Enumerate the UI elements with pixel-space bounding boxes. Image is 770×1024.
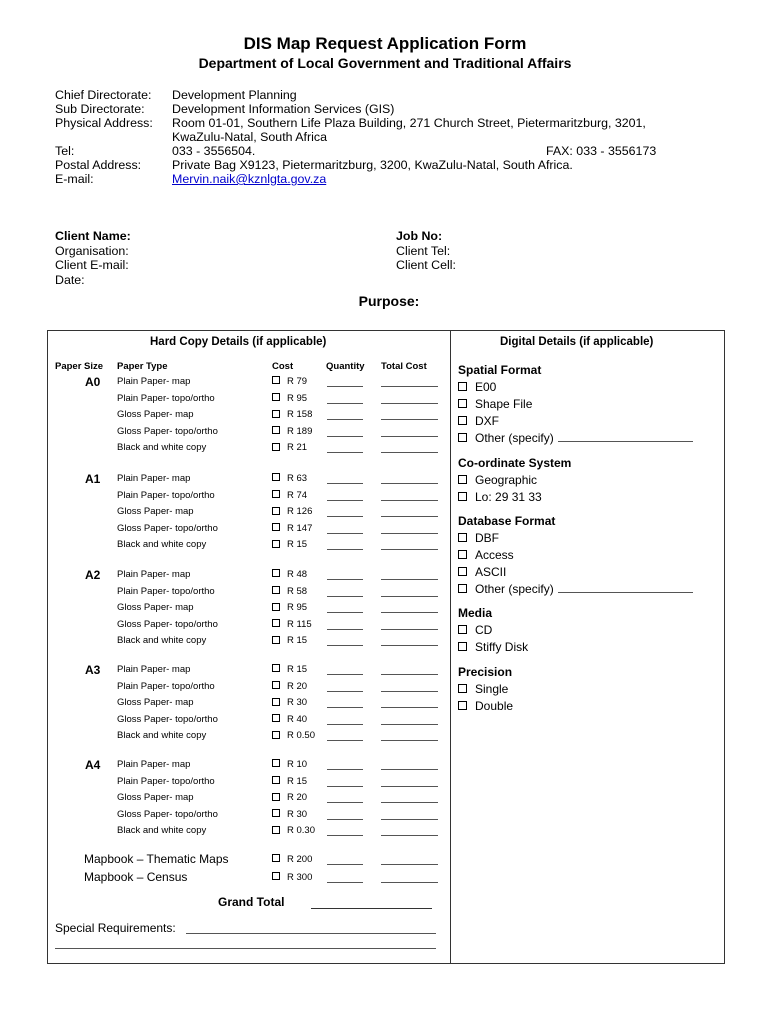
total-cost-field[interactable] <box>381 491 438 501</box>
checkbox[interactable] <box>458 382 467 391</box>
digital-option[interactable] <box>458 682 508 696</box>
cost-value: R 200 <box>287 854 313 865</box>
cost-value: R 58 <box>287 585 308 597</box>
digital-section-title: Database Format <box>458 514 556 528</box>
cost-option[interactable] <box>272 809 307 820</box>
quantity-field[interactable] <box>327 731 363 741</box>
sub-directorate-value: Development Information Services (GIS) <box>172 102 395 116</box>
total-cost-field[interactable] <box>381 873 438 883</box>
total-cost-field[interactable] <box>381 524 438 534</box>
cost-option[interactable] <box>272 664 307 675</box>
option-label: DBF <box>475 531 499 545</box>
checkbox[interactable] <box>458 475 467 484</box>
cost-value: R 10 <box>287 759 308 770</box>
col-cost: Cost <box>272 361 294 372</box>
cost-value: R 63 <box>287 473 308 484</box>
sub-directorate-label: Sub Directorate: <box>55 102 145 116</box>
paper-type: Gloss Paper- topo/ortho <box>117 522 218 534</box>
quantity-field[interactable] <box>327 603 363 613</box>
checkbox[interactable] <box>458 625 467 634</box>
form-subtitle: Department of Local Government and Traditional Affairs <box>198 55 572 71</box>
cost-value: R 126 <box>287 506 313 518</box>
client-email-label: Client E-mail: <box>55 258 129 272</box>
cost-option[interactable] <box>272 426 312 437</box>
checkbox[interactable] <box>272 586 280 594</box>
cost-value: R 15 <box>287 664 308 675</box>
checkbox[interactable] <box>272 393 280 401</box>
quantity-field[interactable] <box>327 665 363 675</box>
cost-value: R 15 <box>287 635 308 647</box>
quantity-field[interactable] <box>327 777 363 787</box>
tel-value: 033 - 3556504. <box>172 144 256 158</box>
email-label: E-mail: <box>55 172 94 186</box>
checkbox[interactable] <box>458 533 467 542</box>
cost-value: R 95 <box>287 602 308 614</box>
grand-total-label: Grand Total <box>218 895 285 909</box>
option-label: DXF <box>475 414 499 428</box>
physical-address-label: Physical Address: <box>55 116 153 130</box>
checkbox[interactable] <box>272 826 280 834</box>
paper-type: Gloss Paper- topo/ortho <box>117 713 218 725</box>
cost-option[interactable] <box>272 442 307 453</box>
cost-value: R 95 <box>287 392 308 404</box>
option-label: Shape File <box>475 397 533 411</box>
chief-directorate-value: Development Planning <box>172 88 297 102</box>
total-cost-field[interactable] <box>381 731 438 741</box>
paper-size-a3: A3 <box>85 663 101 677</box>
digital-section-title: Media <box>458 606 493 620</box>
checkbox[interactable] <box>458 567 467 576</box>
checkbox[interactable] <box>272 507 280 515</box>
cost-option[interactable] <box>272 776 307 787</box>
paper-size-a2: A2 <box>85 568 101 582</box>
quantity-field[interactable] <box>327 570 363 580</box>
paper-type: Gloss Paper- topo/ortho <box>117 808 218 820</box>
digital-option[interactable] <box>458 640 528 654</box>
paper-size-a4: A4 <box>85 758 101 772</box>
checkbox[interactable] <box>272 793 280 801</box>
cost-value: R 300 <box>287 872 313 883</box>
checkbox[interactable] <box>458 416 467 425</box>
quantity-field[interactable] <box>327 443 363 453</box>
option-label: Other (specify) <box>475 582 554 596</box>
checkbox[interactable] <box>272 759 280 767</box>
digital-option[interactable] <box>458 431 693 445</box>
option-label: Double <box>475 699 514 713</box>
paper-type: Plain Paper- topo/ortho <box>117 392 215 404</box>
paper-size-a1: A1 <box>85 472 101 486</box>
cost-value: R 147 <box>287 522 313 534</box>
checkbox[interactable] <box>272 636 280 644</box>
checkbox[interactable] <box>272 698 280 706</box>
quantity-field[interactable] <box>327 377 363 387</box>
cost-option[interactable] <box>272 393 307 404</box>
digital-section-title: Co-ordinate System <box>458 456 572 470</box>
checkbox[interactable] <box>272 681 280 689</box>
checkbox[interactable] <box>458 701 467 710</box>
paper-type: Gloss Paper- map <box>117 792 194 804</box>
total-cost-field[interactable] <box>381 682 438 692</box>
cost-value: R 48 <box>287 569 308 580</box>
hardcopy-header: Hard Copy Details (if applicable) <box>150 336 327 348</box>
cost-value: R 21 <box>287 442 308 454</box>
digital-option[interactable] <box>458 623 492 637</box>
checkbox[interactable] <box>272 603 280 611</box>
checkbox[interactable] <box>272 523 280 531</box>
total-cost-field[interactable] <box>381 377 438 387</box>
paper-type: Gloss Paper- topo/ortho <box>117 425 218 437</box>
checkbox[interactable] <box>458 584 467 593</box>
digital-option[interactable] <box>458 490 542 504</box>
cost-value: R 74 <box>287 489 308 501</box>
digital-option[interactable] <box>458 473 537 487</box>
col-quantity: Quantity <box>326 361 365 372</box>
paper-type: Plain Paper- topo/ortho <box>117 489 215 501</box>
digital-option[interactable] <box>458 699 513 713</box>
quantity-field[interactable] <box>327 394 363 404</box>
cost-option[interactable] <box>272 490 307 501</box>
digital-option[interactable] <box>458 397 532 411</box>
cost-value: R 0.30 <box>287 825 315 837</box>
total-cost-field[interactable] <box>381 810 438 820</box>
option-label: Stiffy Disk <box>475 640 529 654</box>
quantity-field[interactable] <box>327 698 363 708</box>
paper-type: Plain Paper- topo/ortho <box>117 585 215 597</box>
checkbox[interactable] <box>458 684 467 693</box>
paper-type: Plain Paper- topo/ortho <box>117 775 215 787</box>
quantity-field[interactable] <box>327 810 363 820</box>
purpose-label: Purpose: <box>358 293 420 309</box>
cost-value: R 15 <box>287 539 308 551</box>
client-cell-label: Client Cell: <box>396 258 456 272</box>
paper-type: Plain Paper- map <box>117 376 191 387</box>
checkbox[interactable] <box>458 433 467 442</box>
special-requirements-label: Special Requirements: <box>55 921 176 935</box>
digital-option[interactable] <box>458 414 499 428</box>
mapbook-label: Mapbook – Thematic Maps <box>84 852 229 866</box>
paper-type: Plain Paper- map <box>117 473 191 484</box>
cost-value: R 0.50 <box>287 730 315 742</box>
quantity-field[interactable] <box>327 793 363 803</box>
checkbox[interactable] <box>272 714 280 722</box>
cost-option[interactable] <box>272 792 307 803</box>
col-total-cost: Total Cost <box>381 361 427 372</box>
total-cost-field[interactable] <box>381 427 438 437</box>
total-cost-field[interactable] <box>381 474 438 484</box>
physical-address-line2: KwaZulu-Natal, South Africa <box>172 130 327 144</box>
mapbook-cost-option[interactable] <box>272 854 312 865</box>
cost-value: R 30 <box>287 697 308 709</box>
specify-field[interactable] <box>558 583 693 593</box>
organisation-label: Organisation: <box>55 243 129 258</box>
quantity-field[interactable] <box>327 540 363 550</box>
tel-label: Tel: <box>55 144 75 158</box>
client-name-label: Client Name: <box>55 229 131 243</box>
client-tel-label: Client Tel: <box>396 243 451 258</box>
total-cost-field[interactable] <box>381 636 438 646</box>
checkbox[interactable] <box>272 569 280 577</box>
paper-type: Black and white copy <box>117 635 207 647</box>
total-cost-field[interactable] <box>381 603 438 613</box>
cost-option[interactable] <box>272 523 312 534</box>
digital-option[interactable] <box>458 565 506 579</box>
digital-option[interactable] <box>458 582 693 596</box>
physical-address-line1: Room 01-01, Southern Life Plaza Building, 271 Church Street, Pietermaritzburg, 3201, <box>172 116 646 130</box>
total-cost-field[interactable] <box>381 793 438 803</box>
quantity-field[interactable] <box>327 620 363 630</box>
specify-field[interactable] <box>558 432 693 442</box>
quantity-field[interactable] <box>327 682 363 692</box>
total-cost-field[interactable] <box>381 760 438 770</box>
date-label: Date: <box>55 272 85 287</box>
option-label: E00 <box>475 380 497 394</box>
cost-value: R 189 <box>287 425 313 437</box>
total-cost-field[interactable] <box>381 715 438 725</box>
total-cost-field[interactable] <box>381 570 438 580</box>
cost-option[interactable] <box>272 619 312 630</box>
cost-option[interactable] <box>272 409 312 420</box>
option-label: Lo: 29 31 33 <box>475 490 542 504</box>
paper-size-a0: A0 <box>85 375 101 389</box>
total-cost-field[interactable] <box>381 698 438 708</box>
checkbox[interactable] <box>272 619 280 627</box>
quantity-field[interactable] <box>327 507 363 517</box>
checkbox[interactable] <box>272 376 280 384</box>
digital-section-title: Precision <box>458 665 513 679</box>
cost-option[interactable] <box>272 506 312 517</box>
fax-value: FAX: 033 - 3556173 <box>546 144 657 158</box>
special-requirements-field-line2[interactable] <box>55 936 436 949</box>
digital-option[interactable] <box>458 548 514 562</box>
checkbox[interactable] <box>272 664 280 672</box>
cost-option[interactable] <box>272 825 315 836</box>
cost-value: R 20 <box>287 792 308 804</box>
quantity-field[interactable] <box>327 427 363 437</box>
checkbox[interactable] <box>458 399 467 408</box>
col-paper-size: Paper Size <box>55 361 104 372</box>
cost-option[interactable] <box>272 697 307 708</box>
cost-value: R 79 <box>287 376 308 387</box>
checkbox[interactable] <box>272 410 280 418</box>
quantity-field[interactable] <box>327 587 363 597</box>
chief-directorate-label: Chief Directorate: <box>55 88 152 102</box>
cost-option[interactable] <box>272 586 307 597</box>
grand-total-field[interactable] <box>311 896 432 909</box>
total-cost-field[interactable] <box>381 665 438 675</box>
quantity-field[interactable] <box>327 715 363 725</box>
cost-option[interactable] <box>272 714 307 725</box>
cost-option[interactable] <box>272 635 307 646</box>
digital-option[interactable] <box>458 380 496 394</box>
checkbox[interactable] <box>272 872 280 880</box>
paper-type: Gloss Paper- map <box>117 409 194 421</box>
option-label: Access <box>475 548 514 562</box>
column-divider <box>450 330 451 963</box>
option-label: Single <box>475 682 509 696</box>
total-cost-field[interactable] <box>381 540 438 550</box>
col-paper-type: Paper Type <box>117 361 168 372</box>
paper-type: Gloss Paper- map <box>117 602 194 614</box>
mapbook-cost-option[interactable] <box>272 872 312 883</box>
cost-option[interactable] <box>272 473 307 484</box>
cost-value: R 15 <box>287 775 308 787</box>
cost-value: R 115 <box>287 618 312 630</box>
digital-option[interactable] <box>458 531 499 545</box>
total-cost-field[interactable] <box>381 620 438 630</box>
total-cost-field[interactable] <box>381 855 438 865</box>
checkbox[interactable] <box>458 642 467 651</box>
paper-type: Plain Paper- map <box>117 664 191 675</box>
quantity-field[interactable] <box>327 760 363 770</box>
paper-type: Gloss Paper- map <box>117 697 194 709</box>
email-link[interactable]: Mervin.naik@kznlgta.gov.za <box>172 172 327 186</box>
option-label: ASCII <box>475 565 507 579</box>
cost-value: R 20 <box>287 680 308 692</box>
paper-type: Black and white copy <box>117 539 207 551</box>
option-label: Other (specify) <box>475 431 554 445</box>
quantity-field[interactable] <box>327 636 363 646</box>
checkbox[interactable] <box>272 731 280 739</box>
total-cost-field[interactable] <box>381 777 438 787</box>
checkbox[interactable] <box>272 854 280 862</box>
cost-option[interactable] <box>272 602 307 613</box>
paper-type: Black and white copy <box>117 730 207 742</box>
postal-address-value: Private Bag X9123, Pietermaritzburg, 3200, KwaZulu-Natal, South Africa. <box>172 158 573 172</box>
digital-header: Digital Details (if applicable) <box>500 336 654 348</box>
quantity-field[interactable] <box>327 855 363 865</box>
cost-option[interactable] <box>272 539 307 550</box>
total-cost-field[interactable] <box>381 394 438 404</box>
cost-value: R 158 <box>287 409 313 421</box>
form-title: DIS Map Request Application Form <box>243 34 527 53</box>
paper-type: Gloss Paper- map <box>117 506 194 518</box>
cost-option[interactable] <box>272 759 307 770</box>
paper-type: Black and white copy <box>117 825 207 837</box>
paper-type: Plain Paper- map <box>117 759 191 770</box>
total-cost-field[interactable] <box>381 826 438 836</box>
option-label: Geographic <box>475 473 538 487</box>
cost-value: R 30 <box>287 808 308 820</box>
paper-type: Plain Paper- map <box>117 569 191 580</box>
quantity-field[interactable] <box>327 491 363 501</box>
checkbox[interactable] <box>272 776 280 784</box>
quantity-field[interactable] <box>327 524 363 534</box>
cost-option[interactable] <box>272 376 307 387</box>
quantity-field[interactable] <box>327 873 363 883</box>
total-cost-field[interactable] <box>381 410 438 420</box>
job-no-label: Job No: <box>396 229 443 243</box>
checkbox[interactable] <box>272 809 280 817</box>
total-cost-field[interactable] <box>381 587 438 597</box>
cost-value: R 40 <box>287 713 308 725</box>
option-label: CD <box>475 623 493 637</box>
postal-address-label: Postal Address: <box>55 158 142 172</box>
checkbox[interactable] <box>272 473 280 481</box>
cost-option[interactable] <box>272 730 315 741</box>
checkbox[interactable] <box>272 490 280 498</box>
cost-option[interactable] <box>272 569 307 580</box>
paper-type: Black and white copy <box>117 442 207 454</box>
quantity-field[interactable] <box>327 826 363 836</box>
checkbox[interactable] <box>458 492 467 501</box>
cost-option[interactable] <box>272 681 307 692</box>
total-cost-field[interactable] <box>381 507 438 517</box>
quantity-field[interactable] <box>327 474 363 484</box>
checkbox[interactable] <box>272 426 280 434</box>
checkbox[interactable] <box>272 443 280 451</box>
checkbox[interactable] <box>458 550 467 559</box>
quantity-field[interactable] <box>327 410 363 420</box>
paper-type: Plain Paper- topo/ortho <box>117 680 215 692</box>
special-requirements-field[interactable] <box>186 921 436 934</box>
digital-section-title: Spatial Format <box>458 363 542 377</box>
checkbox[interactable] <box>272 540 280 548</box>
mapbook-label: Mapbook – Census <box>84 870 188 884</box>
paper-type: Gloss Paper- topo/ortho <box>117 618 218 630</box>
total-cost-field[interactable] <box>381 443 438 453</box>
